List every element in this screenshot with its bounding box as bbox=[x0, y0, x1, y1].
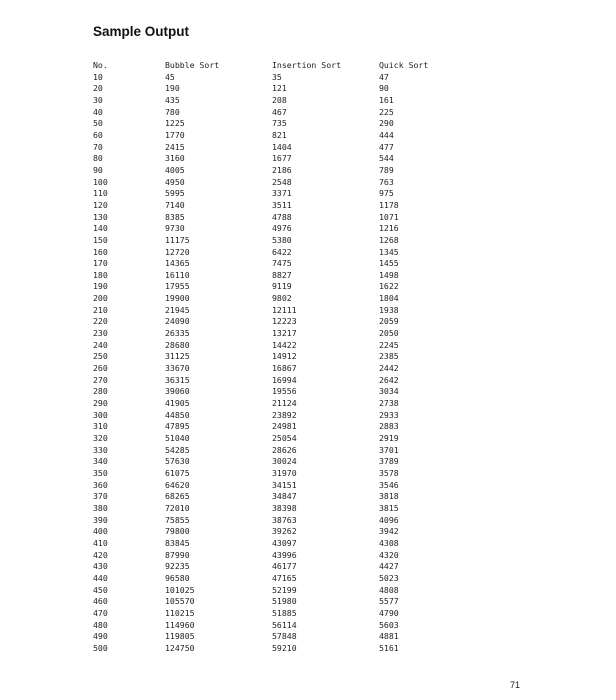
column-header-insertion-sort: Insertion Sort bbox=[272, 60, 342, 70]
cell-bubble-sort: 33670 bbox=[165, 363, 190, 374]
cell-insertion-sort: 4788 bbox=[272, 211, 292, 222]
cell-number: 270 bbox=[93, 374, 108, 385]
cell-number: 80 bbox=[93, 153, 103, 164]
cell-number: 230 bbox=[93, 328, 108, 339]
cell-quick-sort: 1268 bbox=[379, 234, 399, 245]
table-row bbox=[93, 561, 439, 573]
cell-quick-sort: 4096 bbox=[379, 514, 399, 525]
cell-bubble-sort: 51040 bbox=[165, 433, 190, 443]
cell-quick-sort: 1622 bbox=[379, 281, 399, 292]
cell-bubble-sort: 68265 bbox=[165, 491, 190, 502]
cell-insertion-sort: 2186 bbox=[272, 164, 292, 175]
results-table bbox=[93, 60, 439, 654]
cell-number: 20 bbox=[93, 83, 103, 94]
cell-number: 60 bbox=[93, 129, 103, 140]
cell-insertion-sort: 8827 bbox=[272, 269, 292, 280]
cell-insertion-sort: 9119 bbox=[272, 281, 292, 292]
cell-bubble-sort: 1225 bbox=[165, 118, 185, 129]
cell-bubble-sort: 21945 bbox=[165, 304, 190, 315]
cell-insertion-sort: 7475 bbox=[272, 258, 292, 269]
cell-bubble-sort: 9730 bbox=[165, 223, 185, 234]
cell-insertion-sort: 43996 bbox=[272, 549, 297, 560]
table-row bbox=[93, 363, 439, 375]
cell-number: 360 bbox=[93, 479, 108, 490]
cell-bubble-sort: 1770 bbox=[165, 129, 185, 140]
cell-insertion-sort: 208 bbox=[272, 94, 287, 105]
cell-bubble-sort: 24090 bbox=[165, 316, 190, 327]
table-row bbox=[93, 118, 439, 130]
cell-number: 470 bbox=[93, 607, 108, 618]
cell-bubble-sort: 11175 bbox=[165, 234, 190, 245]
cell-quick-sort: 2642 bbox=[379, 374, 399, 385]
cell-insertion-sort: 25054 bbox=[272, 433, 297, 443]
cell-quick-sort: 789 bbox=[379, 164, 394, 175]
cell-quick-sort: 5161 bbox=[379, 642, 399, 653]
cell-number: 100 bbox=[93, 176, 108, 187]
cell-number: 380 bbox=[93, 502, 108, 513]
cell-bubble-sort: 14365 bbox=[165, 258, 190, 269]
table-row bbox=[93, 526, 439, 538]
cell-number: 150 bbox=[93, 234, 108, 245]
cell-insertion-sort: 23892 bbox=[272, 409, 297, 420]
table-row bbox=[93, 258, 439, 270]
cell-number: 420 bbox=[93, 549, 108, 560]
cell-bubble-sort: 26335 bbox=[165, 328, 190, 339]
cell-number: 300 bbox=[93, 409, 108, 420]
cell-number: 480 bbox=[93, 619, 108, 630]
cell-number: 200 bbox=[93, 293, 108, 304]
cell-bubble-sort: 41905 bbox=[165, 398, 190, 409]
cell-insertion-sort: 735 bbox=[272, 118, 287, 129]
table-row bbox=[93, 433, 439, 445]
table-row bbox=[93, 410, 439, 422]
table-row bbox=[93, 328, 439, 340]
cell-bubble-sort: 61075 bbox=[165, 467, 190, 478]
table-row bbox=[93, 212, 439, 224]
cell-quick-sort: 4808 bbox=[379, 584, 399, 595]
cell-number: 110 bbox=[93, 188, 108, 199]
cell-number: 210 bbox=[93, 304, 108, 315]
cell-quick-sort: 1938 bbox=[379, 304, 399, 315]
cell-bubble-sort: 31125 bbox=[165, 351, 190, 362]
table-row bbox=[93, 538, 439, 550]
cell-quick-sort: 2738 bbox=[379, 398, 399, 409]
cell-bubble-sort: 57630 bbox=[165, 456, 190, 467]
table-row bbox=[93, 503, 439, 515]
cell-quick-sort: 444 bbox=[379, 129, 394, 140]
cell-quick-sort: 225 bbox=[379, 106, 394, 117]
cell-insertion-sort: 9802 bbox=[272, 293, 292, 304]
table-row bbox=[93, 165, 439, 177]
cell-bubble-sort: 7140 bbox=[165, 199, 185, 210]
table-row bbox=[93, 491, 439, 503]
cell-quick-sort: 3546 bbox=[379, 479, 399, 490]
cell-bubble-sort: 2415 bbox=[165, 141, 185, 152]
cell-number: 440 bbox=[93, 572, 108, 583]
table-row bbox=[93, 72, 439, 84]
table-row bbox=[93, 305, 439, 317]
cell-bubble-sort: 19900 bbox=[165, 293, 190, 304]
cell-number: 460 bbox=[93, 596, 108, 607]
cell-insertion-sort: 38398 bbox=[272, 502, 297, 513]
table-row bbox=[93, 351, 439, 363]
table-row bbox=[93, 573, 439, 585]
cell-insertion-sort: 59210 bbox=[272, 642, 297, 653]
cell-number: 330 bbox=[93, 444, 108, 455]
cell-insertion-sort: 3511 bbox=[272, 199, 292, 210]
cell-quick-sort: 5603 bbox=[379, 619, 399, 630]
cell-insertion-sort: 43097 bbox=[272, 537, 297, 548]
cell-bubble-sort: 75855 bbox=[165, 514, 190, 525]
cell-number: 40 bbox=[93, 106, 103, 117]
cell-quick-sort: 1071 bbox=[379, 211, 399, 222]
table-header-row bbox=[93, 60, 439, 72]
table-row bbox=[93, 620, 439, 632]
cell-bubble-sort: 114960 bbox=[165, 619, 195, 630]
cell-quick-sort: 47 bbox=[379, 71, 389, 82]
cell-bubble-sort: 87990 bbox=[165, 549, 190, 560]
cell-quick-sort: 161 bbox=[379, 94, 394, 105]
table-row bbox=[93, 235, 439, 247]
cell-insertion-sort: 14422 bbox=[272, 339, 297, 350]
table-row bbox=[93, 386, 439, 398]
cell-bubble-sort: 54285 bbox=[165, 444, 190, 455]
cell-bubble-sort: 110215 bbox=[165, 607, 195, 618]
cell-insertion-sort: 5380 bbox=[272, 234, 292, 245]
table-row bbox=[93, 515, 439, 527]
cell-bubble-sort: 28680 bbox=[165, 339, 190, 350]
cell-insertion-sort: 6422 bbox=[272, 246, 292, 257]
cell-number: 430 bbox=[93, 561, 108, 572]
column-header-number: No. bbox=[93, 60, 108, 70]
cell-insertion-sort: 31970 bbox=[272, 467, 297, 478]
cell-quick-sort: 4881 bbox=[379, 631, 399, 642]
cell-quick-sort: 1216 bbox=[379, 223, 399, 234]
cell-insertion-sort: 57848 bbox=[272, 631, 297, 642]
table-row bbox=[93, 153, 439, 165]
cell-quick-sort: 3789 bbox=[379, 456, 399, 467]
cell-number: 30 bbox=[93, 94, 103, 105]
cell-number: 290 bbox=[93, 398, 108, 409]
cell-number: 240 bbox=[93, 339, 108, 350]
cell-number: 450 bbox=[93, 584, 108, 595]
cell-quick-sort: 4790 bbox=[379, 607, 399, 618]
table-row bbox=[93, 142, 439, 154]
cell-quick-sort: 3815 bbox=[379, 502, 399, 513]
cell-quick-sort: 2883 bbox=[379, 421, 399, 432]
cell-insertion-sort: 821 bbox=[272, 129, 287, 140]
cell-insertion-sort: 1404 bbox=[272, 141, 292, 152]
cell-insertion-sort: 16994 bbox=[272, 374, 297, 385]
cell-quick-sort: 2050 bbox=[379, 328, 399, 339]
table-row bbox=[93, 456, 439, 468]
cell-quick-sort: 3818 bbox=[379, 491, 399, 502]
cell-quick-sort: 4320 bbox=[379, 549, 399, 560]
table-row bbox=[93, 130, 439, 142]
cell-insertion-sort: 28626 bbox=[272, 444, 297, 455]
cell-insertion-sort: 4976 bbox=[272, 223, 292, 234]
cell-insertion-sort: 30024 bbox=[272, 456, 297, 467]
cell-bubble-sort: 105570 bbox=[165, 596, 195, 607]
cell-quick-sort: 2933 bbox=[379, 409, 399, 420]
cell-number: 180 bbox=[93, 269, 108, 280]
cell-number: 410 bbox=[93, 537, 108, 548]
cell-bubble-sort: 17955 bbox=[165, 281, 190, 292]
cell-number: 260 bbox=[93, 363, 108, 374]
cell-bubble-sort: 8385 bbox=[165, 211, 185, 222]
cell-insertion-sort: 21124 bbox=[272, 398, 297, 409]
cell-bubble-sort: 780 bbox=[165, 106, 180, 117]
cell-quick-sort: 2059 bbox=[379, 316, 399, 327]
cell-insertion-sort: 24981 bbox=[272, 421, 297, 432]
cell-insertion-sort: 16867 bbox=[272, 363, 297, 374]
cell-number: 130 bbox=[93, 211, 108, 222]
cell-insertion-sort: 39262 bbox=[272, 526, 297, 537]
cell-number: 280 bbox=[93, 386, 108, 397]
cell-number: 350 bbox=[93, 467, 108, 478]
table-row bbox=[93, 107, 439, 119]
cell-bubble-sort: 190 bbox=[165, 83, 180, 94]
cell-insertion-sort: 46177 bbox=[272, 561, 297, 572]
cell-quick-sort: 290 bbox=[379, 118, 394, 129]
cell-bubble-sort: 47895 bbox=[165, 421, 190, 432]
cell-bubble-sort: 44850 bbox=[165, 409, 190, 420]
cell-bubble-sort: 119805 bbox=[165, 631, 195, 642]
cell-insertion-sort: 47165 bbox=[272, 572, 297, 583]
cell-quick-sort: 763 bbox=[379, 176, 394, 187]
cell-number: 160 bbox=[93, 246, 108, 257]
cell-bubble-sort: 124750 bbox=[165, 642, 195, 653]
cell-insertion-sort: 121 bbox=[272, 83, 287, 94]
cell-quick-sort: 3034 bbox=[379, 386, 399, 397]
table-row bbox=[93, 95, 439, 107]
table-row bbox=[93, 316, 439, 328]
cell-bubble-sort: 83845 bbox=[165, 537, 190, 548]
cell-bubble-sort: 72010 bbox=[165, 502, 190, 513]
table-row bbox=[93, 223, 439, 235]
cell-insertion-sort: 35 bbox=[272, 71, 282, 82]
cell-insertion-sort: 12223 bbox=[272, 316, 297, 327]
cell-bubble-sort: 45 bbox=[165, 71, 175, 82]
cell-number: 190 bbox=[93, 281, 108, 292]
cell-insertion-sort: 19556 bbox=[272, 386, 297, 397]
cell-quick-sort: 975 bbox=[379, 188, 394, 199]
page-number: 71 bbox=[510, 680, 521, 690]
cell-quick-sort: 1498 bbox=[379, 269, 399, 280]
cell-bubble-sort: 64620 bbox=[165, 479, 190, 490]
table-row bbox=[93, 293, 439, 305]
table-row bbox=[93, 188, 439, 200]
cell-number: 140 bbox=[93, 223, 108, 234]
cell-bubble-sort: 79800 bbox=[165, 526, 190, 537]
cell-number: 490 bbox=[93, 631, 108, 642]
cell-insertion-sort: 2548 bbox=[272, 176, 292, 187]
table-row bbox=[93, 177, 439, 189]
cell-insertion-sort: 38763 bbox=[272, 514, 297, 525]
cell-quick-sort: 2385 bbox=[379, 351, 399, 362]
cell-bubble-sort: 4005 bbox=[165, 164, 185, 175]
cell-insertion-sort: 12111 bbox=[272, 304, 297, 315]
cell-quick-sort: 5577 bbox=[379, 596, 399, 607]
cell-quick-sort: 2245 bbox=[379, 339, 399, 350]
cell-quick-sort: 4308 bbox=[379, 537, 399, 548]
cell-number: 170 bbox=[93, 258, 108, 269]
cell-bubble-sort: 101025 bbox=[165, 584, 195, 595]
cell-number: 90 bbox=[93, 164, 103, 175]
column-header-bubble-sort: Bubble Sort bbox=[165, 60, 220, 70]
cell-insertion-sort: 51885 bbox=[272, 607, 297, 618]
cell-quick-sort: 1804 bbox=[379, 293, 399, 304]
table-row bbox=[93, 608, 439, 620]
cell-insertion-sort: 51980 bbox=[272, 596, 297, 607]
cell-quick-sort: 2442 bbox=[379, 363, 399, 374]
cell-number: 390 bbox=[93, 514, 108, 525]
cell-number: 120 bbox=[93, 199, 108, 210]
cell-bubble-sort: 36315 bbox=[165, 374, 190, 385]
cell-quick-sort: 544 bbox=[379, 153, 394, 164]
cell-quick-sort: 3578 bbox=[379, 467, 399, 478]
table-row bbox=[93, 398, 439, 410]
table-row bbox=[93, 631, 439, 643]
cell-quick-sort: 3942 bbox=[379, 526, 399, 537]
table-row bbox=[93, 480, 439, 492]
cell-quick-sort: 2919 bbox=[379, 433, 399, 443]
page-title: Sample Output bbox=[93, 24, 190, 39]
table-row bbox=[93, 643, 439, 655]
table-row bbox=[93, 445, 439, 457]
table-row bbox=[93, 585, 439, 597]
table-row bbox=[93, 468, 439, 480]
table-row bbox=[93, 200, 439, 212]
cell-insertion-sort: 14912 bbox=[272, 351, 297, 362]
cell-insertion-sort: 1677 bbox=[272, 153, 292, 164]
cell-quick-sort: 90 bbox=[379, 83, 389, 94]
cell-number: 500 bbox=[93, 642, 108, 653]
table-row bbox=[93, 421, 439, 433]
cell-insertion-sort: 34151 bbox=[272, 479, 297, 490]
cell-number: 310 bbox=[93, 421, 108, 432]
table-row bbox=[93, 340, 439, 352]
table-row bbox=[93, 550, 439, 562]
cell-quick-sort: 1345 bbox=[379, 246, 399, 257]
cell-number: 220 bbox=[93, 316, 108, 327]
cell-quick-sort: 3701 bbox=[379, 444, 399, 455]
cell-number: 50 bbox=[93, 118, 103, 129]
table-row bbox=[93, 375, 439, 387]
table-row bbox=[93, 596, 439, 608]
cell-bubble-sort: 12720 bbox=[165, 246, 190, 257]
cell-quick-sort: 477 bbox=[379, 141, 394, 152]
table-row bbox=[93, 83, 439, 95]
cell-number: 400 bbox=[93, 526, 108, 537]
cell-insertion-sort: 56114 bbox=[272, 619, 297, 630]
cell-insertion-sort: 52199 bbox=[272, 584, 297, 595]
cell-bubble-sort: 16110 bbox=[165, 269, 190, 280]
table-row bbox=[93, 247, 439, 259]
column-header-quick-sort: Quick Sort bbox=[379, 60, 429, 70]
cell-number: 370 bbox=[93, 491, 108, 502]
cell-insertion-sort: 34847 bbox=[272, 491, 297, 502]
table-row bbox=[93, 281, 439, 293]
cell-bubble-sort: 3160 bbox=[165, 153, 185, 164]
cell-insertion-sort: 3371 bbox=[272, 188, 292, 199]
cell-bubble-sort: 96580 bbox=[165, 572, 190, 583]
cell-number: 340 bbox=[93, 456, 108, 467]
cell-number: 70 bbox=[93, 141, 103, 152]
cell-insertion-sort: 13217 bbox=[272, 328, 297, 339]
cell-bubble-sort: 5995 bbox=[165, 188, 185, 199]
cell-quick-sort: 5023 bbox=[379, 572, 399, 583]
cell-bubble-sort: 92235 bbox=[165, 561, 190, 572]
cell-bubble-sort: 435 bbox=[165, 94, 180, 105]
cell-bubble-sort: 4950 bbox=[165, 176, 185, 187]
cell-number: 250 bbox=[93, 351, 108, 362]
cell-bubble-sort: 39060 bbox=[165, 386, 190, 397]
cell-number: 10 bbox=[93, 71, 103, 82]
cell-quick-sort: 1455 bbox=[379, 258, 399, 269]
cell-quick-sort: 1178 bbox=[379, 199, 399, 210]
cell-insertion-sort: 467 bbox=[272, 106, 287, 117]
table-row bbox=[93, 270, 439, 282]
cell-number: 320 bbox=[93, 433, 108, 443]
cell-quick-sort: 4427 bbox=[379, 561, 399, 572]
